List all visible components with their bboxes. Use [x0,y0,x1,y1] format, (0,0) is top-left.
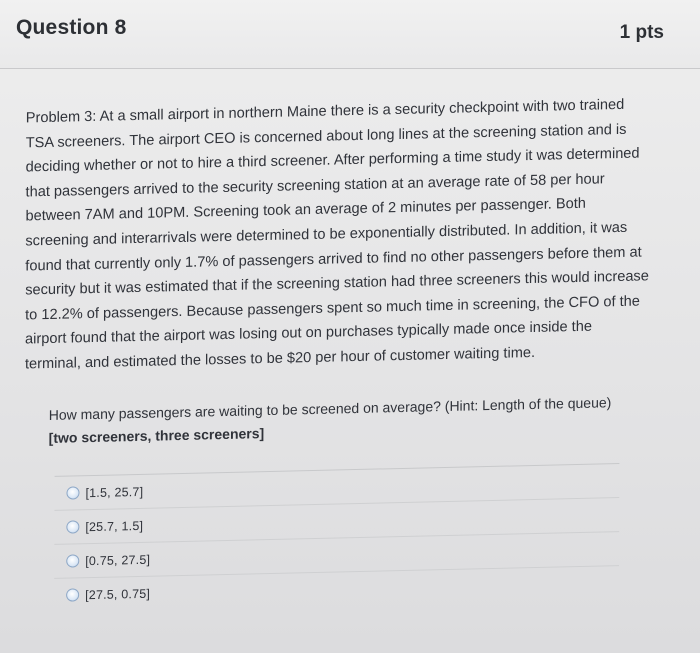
answer-label[interactable]: [25.7, 1.5] [85,518,144,534]
radio-button-icon[interactable] [66,520,79,533]
answer-label[interactable]: [1.5, 25.7] [85,484,144,500]
question-body [0,53,700,653]
answer-label[interactable]: [27.5, 0.75] [85,586,151,602]
question-prompt-bold: [two screeners, three screeners] [48,425,265,446]
problem-text: Problem 3: At a small airport in northern Maine there is a security checkpoint with two trained TSA screeners. The airport CEO is concerned about long lines at the screening station and is deciding whether or not to hire a third screener. After performing a time study it was determined that passengers arrived to the security screening station at an average rate of 58 per hour between 7AM and 10PM. Screening took an average of 2 minutes per passenger. Both screening and interarrivals were determined to be exponentially distributed. In addition, it was found that currently only 1.7% of passengers arrived to find no other passengers before them at security but it was estimated that if the screening station had three screeners this would increase to 12.2% of passengers. Because passengers spent so much time in screening, the CFO of the airport found that the airport was losing out on purchases typically made once inside the terminal, and estimated the losses to be $20 per hour of customer waiting time. [24,96,649,373]
question-title: Question 8 [16,16,127,39]
radio-button-icon[interactable] [66,588,79,601]
radio-button-icon[interactable] [66,486,79,499]
radio-button-icon[interactable] [66,554,79,567]
answer-list [54,463,619,612]
question-prompt-text: How many passengers are waiting to be screened on average? (Hint: Length of the queue) [48,394,612,423]
question-points: 1 pts [619,22,664,43]
answer-label[interactable]: [0.75, 27.5] [85,552,151,568]
question-prompt [49,391,624,450]
